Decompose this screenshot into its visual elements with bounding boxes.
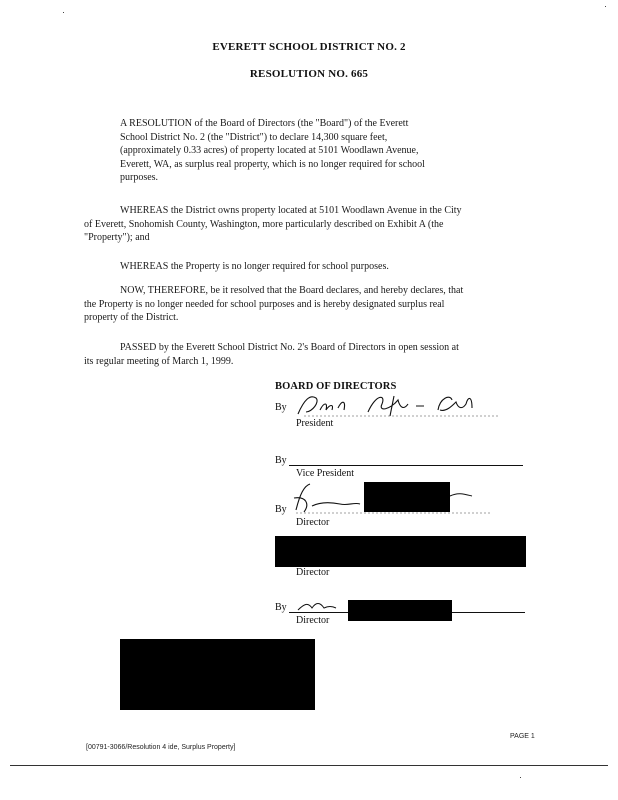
intro-line: purposes. (120, 172, 159, 183)
document-reference: [00791-3066/Resolution 4 ide, Surplus Property] (86, 744, 236, 751)
now-line: the Property is no longer needed for school purposes and is hereby designated surplus real (84, 298, 445, 310)
vice-president-label: Vice President (296, 468, 354, 479)
board-heading: BOARD OF DIRECTORS (275, 381, 397, 392)
intro-line: A RESOLUTION of the Board of Directors (the "Board") of the Everett (120, 118, 409, 129)
now-line: property of the District. (84, 312, 179, 323)
whereas-paragraph-1 (84, 204, 554, 245)
intro-line: School District No. 2 (the "District") to declare 14,300 square feet, (120, 131, 388, 143)
whereas-paragraph-2: WHEREAS the Property is no longer required for school purposes. (120, 261, 389, 272)
director-3-label: Director (296, 615, 330, 626)
redaction-box (120, 639, 315, 710)
now-line: NOW, THEREFORE, be it resolved that the Board declares, and hereby declares, that (120, 285, 464, 296)
director-2-label: Director (296, 567, 330, 578)
redaction-box (364, 482, 450, 512)
intro-line: (approximately 0.33 acres) of property located at 5101 Woodlawn Avenue, (120, 145, 419, 156)
by-label-vice-president: By (275, 455, 287, 466)
whereas1-line: "Property"); and (84, 232, 150, 243)
president-signature (290, 390, 500, 420)
director-3-signature (296, 598, 346, 614)
resolution-number: RESOLUTION NO. 665 (249, 68, 369, 80)
now-therefore-paragraph (84, 284, 554, 325)
district-title: EVERETT SCHOOL DISTRICT NO. 2 (212, 41, 406, 53)
whereas1-line: of Everett, Snohomish County, Washington, more particularly described on Exhibit A (the (84, 218, 444, 230)
passed-line: PASSED by the Everett School District No. 2's Board of Directors in open session at (120, 342, 459, 353)
whereas1-line: WHEREAS the District owns property located at 5101 Woodlawn Avenue in the City (120, 205, 462, 216)
page-number: PAGE 1 (510, 733, 535, 740)
by-label-director-3: By (275, 602, 287, 613)
scan-speck (605, 6, 606, 7)
intro-paragraph (120, 117, 520, 185)
scan-speck (520, 777, 521, 778)
passed-paragraph (84, 341, 554, 368)
president-label: President (296, 418, 334, 429)
footer-rule (10, 765, 608, 766)
director-1-label: Director (296, 517, 330, 528)
by-label-president: By (275, 402, 287, 413)
redaction-box (275, 536, 526, 567)
redaction-box (348, 600, 452, 621)
passed-line: its regular meeting of March 1, 1999. (84, 355, 234, 367)
signature-line-vice-president (289, 465, 523, 466)
intro-line: Everett, WA, as surplus real property, which is no longer required for school (120, 158, 425, 170)
by-label-director-1: By (275, 504, 287, 515)
scan-speck (63, 12, 64, 13)
